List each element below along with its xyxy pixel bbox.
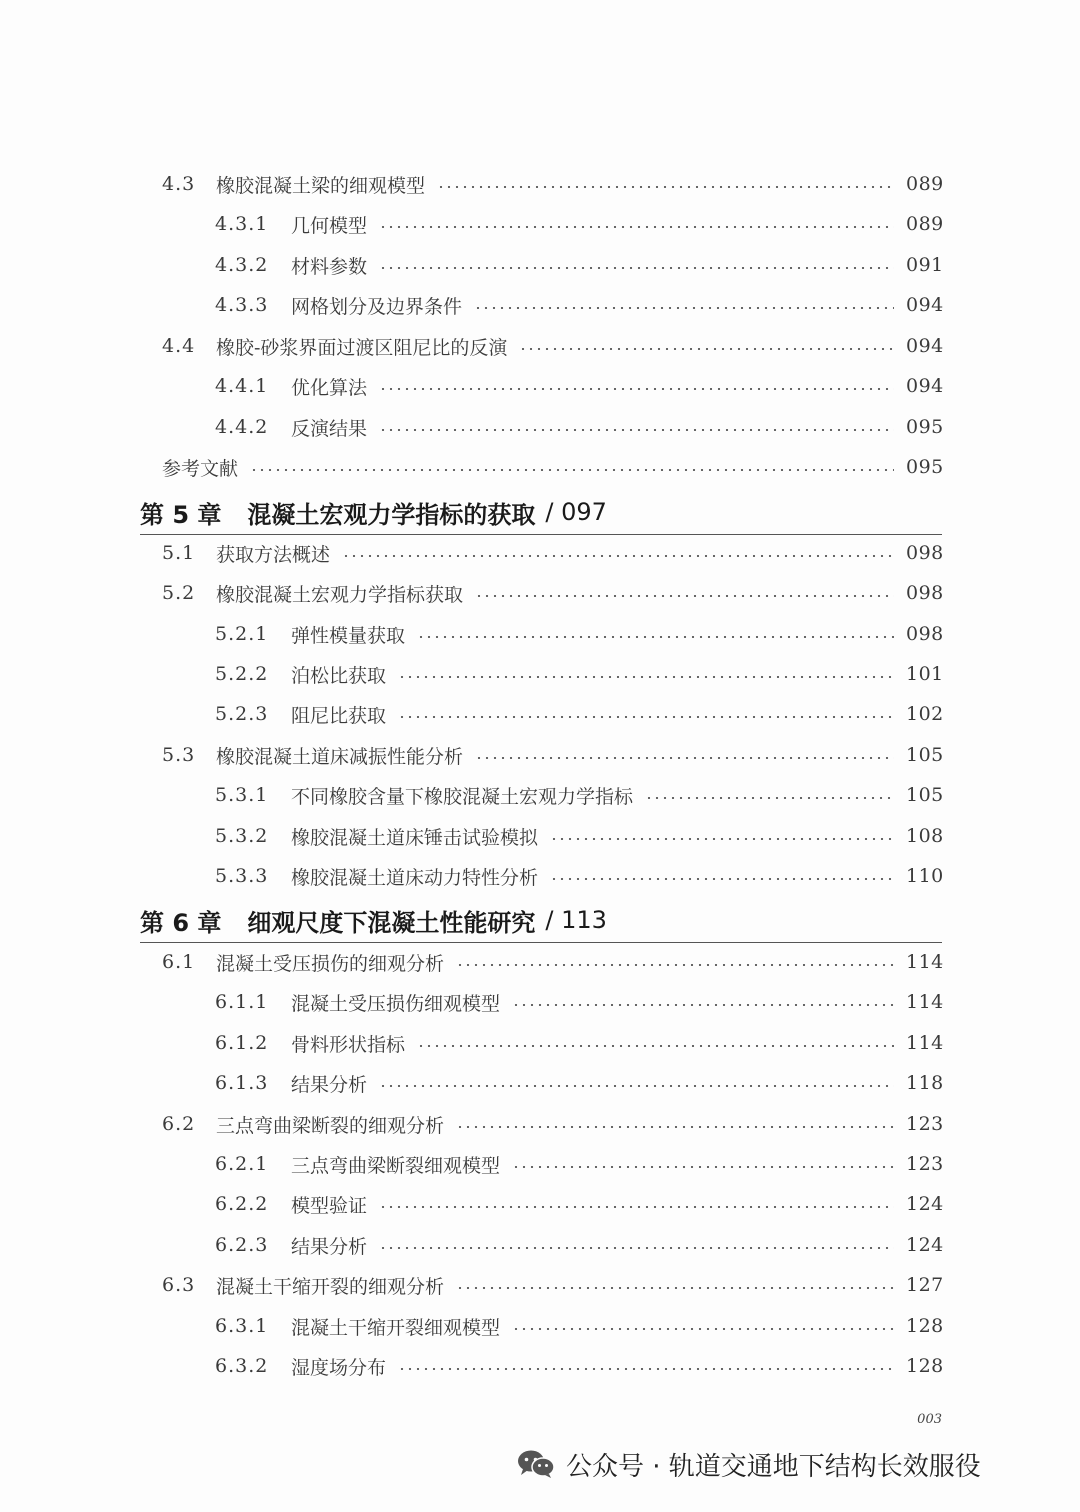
dot-leader [437,186,894,188]
entry-number: 6.1.2 [215,1032,269,1054]
entry-number: 5.1 [162,542,196,564]
dot-leader [379,429,894,431]
toc-subsection-entry[interactable] [215,860,942,892]
entry-page: 124 [906,1234,944,1256]
entry-page: 114 [906,991,944,1013]
chapter-heading [140,494,607,530]
wechat-icon [516,1449,556,1479]
entry-title: 几何模型 [291,214,368,237]
entry-title: 橡胶混凝土梁的细观模型 [216,174,426,197]
toc-subsection-entry[interactable] [215,986,942,1018]
entry-page: 102 [906,703,944,725]
dot-leader [417,1045,894,1047]
entry-page: 110 [906,865,944,887]
entry-number: 6.2.3 [215,1234,269,1256]
toc-references-entry[interactable] [162,451,942,483]
dot-leader [398,1368,894,1370]
dot-leader [417,636,894,638]
entry-number: 4.4.1 [215,375,269,397]
dot-leader [645,797,894,799]
entry-title: 湿度场分布 [291,1356,387,1379]
entry-title: 骨料形状指标 [291,1033,406,1056]
chapter-title: 混凝土宏观力学指标的获取 [247,500,536,529]
entry-number: 6.2.1 [215,1153,269,1175]
entry-title: 弹性模量获取 [291,624,406,647]
entry-page: 123 [906,1153,944,1175]
entry-page: 094 [906,335,944,357]
dot-leader [550,838,894,840]
toc-subsection-entry[interactable] [215,1310,942,1342]
dot-leader [250,469,894,471]
entry-page: 098 [906,582,944,604]
entry-title: 材料参数 [291,255,368,278]
dot-leader [512,1004,894,1006]
chapter-page: / 097 [545,498,607,526]
dot-leader [398,676,894,678]
entry-number: 6.1 [162,951,196,973]
toc-subsection-entry[interactable] [215,1188,942,1220]
toc-subsection-entry[interactable] [215,1229,942,1261]
entry-number: 6.1.3 [215,1072,269,1094]
dot-leader [475,757,894,759]
toc-section-entry[interactable] [162,1269,942,1301]
chapter-label: 第 5 章 [140,500,222,529]
entry-page: 089 [906,173,944,195]
entry-number: 6.3.2 [215,1355,269,1377]
entry-title: 混凝土干缩开裂的细观分析 [216,1275,445,1298]
entry-page: 101 [906,663,944,685]
entry-page: 094 [906,375,944,397]
chapter-heading [140,902,607,938]
entry-title: 橡胶-砂浆界面过渡区阻尼比的反演 [216,336,508,359]
dot-leader [519,348,894,350]
dot-leader [379,1206,894,1208]
entry-page: 128 [906,1315,944,1337]
toc-subsection-entry[interactable] [215,820,942,852]
entry-number: 6.2.2 [215,1193,269,1215]
entry-number: 5.2.3 [215,703,269,725]
entry-title: 模型验证 [291,1194,368,1217]
dot-leader [379,226,894,228]
entry-number: 5.3.3 [215,865,269,887]
toc-subsection-entry[interactable] [215,779,942,811]
dot-leader [456,1287,894,1289]
toc-subsection-entry[interactable] [215,1027,942,1059]
entry-page: 123 [906,1113,944,1135]
dot-leader [475,595,894,597]
entry-title: 反演结果 [291,417,368,440]
entry-page: 108 [906,825,944,847]
entry-title: 三点弯曲梁断裂的细观分析 [216,1114,445,1137]
entry-page: 094 [906,294,944,316]
toc-subsection-entry[interactable] [215,249,942,281]
watermark-footer [516,1446,981,1482]
dot-leader [379,1247,894,1249]
entry-title: 混凝土受压损伤细观模型 [291,992,501,1015]
chapter-divider [140,942,942,943]
entry-title: 三点弯曲梁断裂细观模型 [291,1154,501,1177]
footer-text: 公众号 · 轨道交通地下结构长效服役 [566,1451,981,1482]
toc-subsection-entry[interactable] [215,698,942,730]
entry-number: 5.3 [162,744,196,766]
entry-number: 4.3.2 [215,254,269,276]
entry-page: 089 [906,213,944,235]
dot-leader [379,1085,894,1087]
entry-page: 114 [906,951,944,973]
entry-page: 105 [906,744,944,766]
entry-title: 不同橡胶含量下橡胶混凝土宏观力学指标 [291,785,634,808]
toc-section-entry[interactable] [162,330,942,362]
toc-subsection-entry[interactable] [215,658,942,690]
entry-number: 5.2.1 [215,623,269,645]
entry-number: 6.2 [162,1113,196,1135]
entry-title: 橡胶混凝土道床锤击试验模拟 [291,826,539,849]
entry-page: 114 [906,1032,944,1054]
entry-page: 118 [906,1072,944,1094]
toc-subsection-entry[interactable] [215,208,942,240]
toc-section-entry[interactable] [162,946,942,978]
entry-page: 127 [906,1274,944,1296]
entry-number: 5.2.2 [215,663,269,685]
dot-leader [379,388,894,390]
entry-number: 4.3.1 [215,213,269,235]
entry-page: 105 [906,784,944,806]
entry-title: 结果分析 [291,1073,368,1096]
chapter-label: 第 6 章 [140,908,222,937]
dot-leader [456,1126,894,1128]
toc-subsection-entry[interactable] [215,618,942,650]
toc-subsection-entry[interactable] [215,1067,942,1099]
entry-number: 6.3.1 [215,1315,269,1337]
entry-title: 优化算法 [291,376,368,399]
entry-number: 4.4.2 [215,416,269,438]
toc-subsection-entry[interactable] [215,1350,942,1382]
dot-leader [474,307,894,309]
dot-leader [342,555,894,557]
entry-title: 橡胶混凝土宏观力学指标获取 [216,583,464,606]
toc-subsection-entry[interactable] [215,411,942,443]
dot-leader [379,267,894,269]
entry-title: 结果分析 [291,1235,368,1258]
dot-leader [512,1328,894,1330]
chapter-page: / 113 [545,906,607,934]
entry-title: 橡胶混凝土道床减振性能分析 [216,745,464,768]
entry-title: 网格划分及边界条件 [291,295,463,318]
toc-subsection-entry[interactable] [215,289,942,321]
entry-page: 098 [906,623,944,645]
entry-number: 6.1.1 [215,991,269,1013]
dot-leader [398,716,894,718]
dot-leader [456,964,894,966]
entry-title: 混凝土干缩开裂细观模型 [291,1316,501,1339]
chapter-title: 细观尺度下混凝土性能研究 [247,908,536,937]
entry-number: 4.3.3 [215,294,269,316]
entry-number: 5.2 [162,582,196,604]
page-number: 003 [917,1412,942,1427]
entry-page: 128 [906,1355,944,1377]
entry-number: 5.3.1 [215,784,269,806]
entry-title: 参考文献 [162,457,239,480]
entry-title: 橡胶混凝土道床动力特性分析 [291,866,539,889]
toc-section-entry[interactable] [162,168,942,200]
entry-number: 4.4 [162,335,196,357]
entry-page: 091 [906,254,944,276]
chapter-divider [140,534,942,535]
entry-page: 098 [906,542,944,564]
entry-title: 泊松比获取 [291,664,387,687]
entry-number: 4.3 [162,173,196,195]
toc-section-entry[interactable] [162,537,942,569]
entry-page: 095 [906,456,944,478]
entry-page: 095 [906,416,944,438]
toc-subsection-entry[interactable] [215,370,942,402]
entry-number: 6.3 [162,1274,196,1296]
dot-leader [550,878,894,880]
entry-title: 获取方法概述 [216,543,331,566]
entry-title: 混凝土受压损伤的细观分析 [216,952,445,975]
toc-section-entry[interactable] [162,1108,942,1140]
entry-page: 124 [906,1193,944,1215]
toc-subsection-entry[interactable] [215,1148,942,1180]
entry-number: 5.3.2 [215,825,269,847]
entry-title: 阻尼比获取 [291,704,387,727]
toc-section-entry[interactable] [162,739,942,771]
toc-section-entry[interactable] [162,577,942,609]
dot-leader [512,1166,894,1168]
